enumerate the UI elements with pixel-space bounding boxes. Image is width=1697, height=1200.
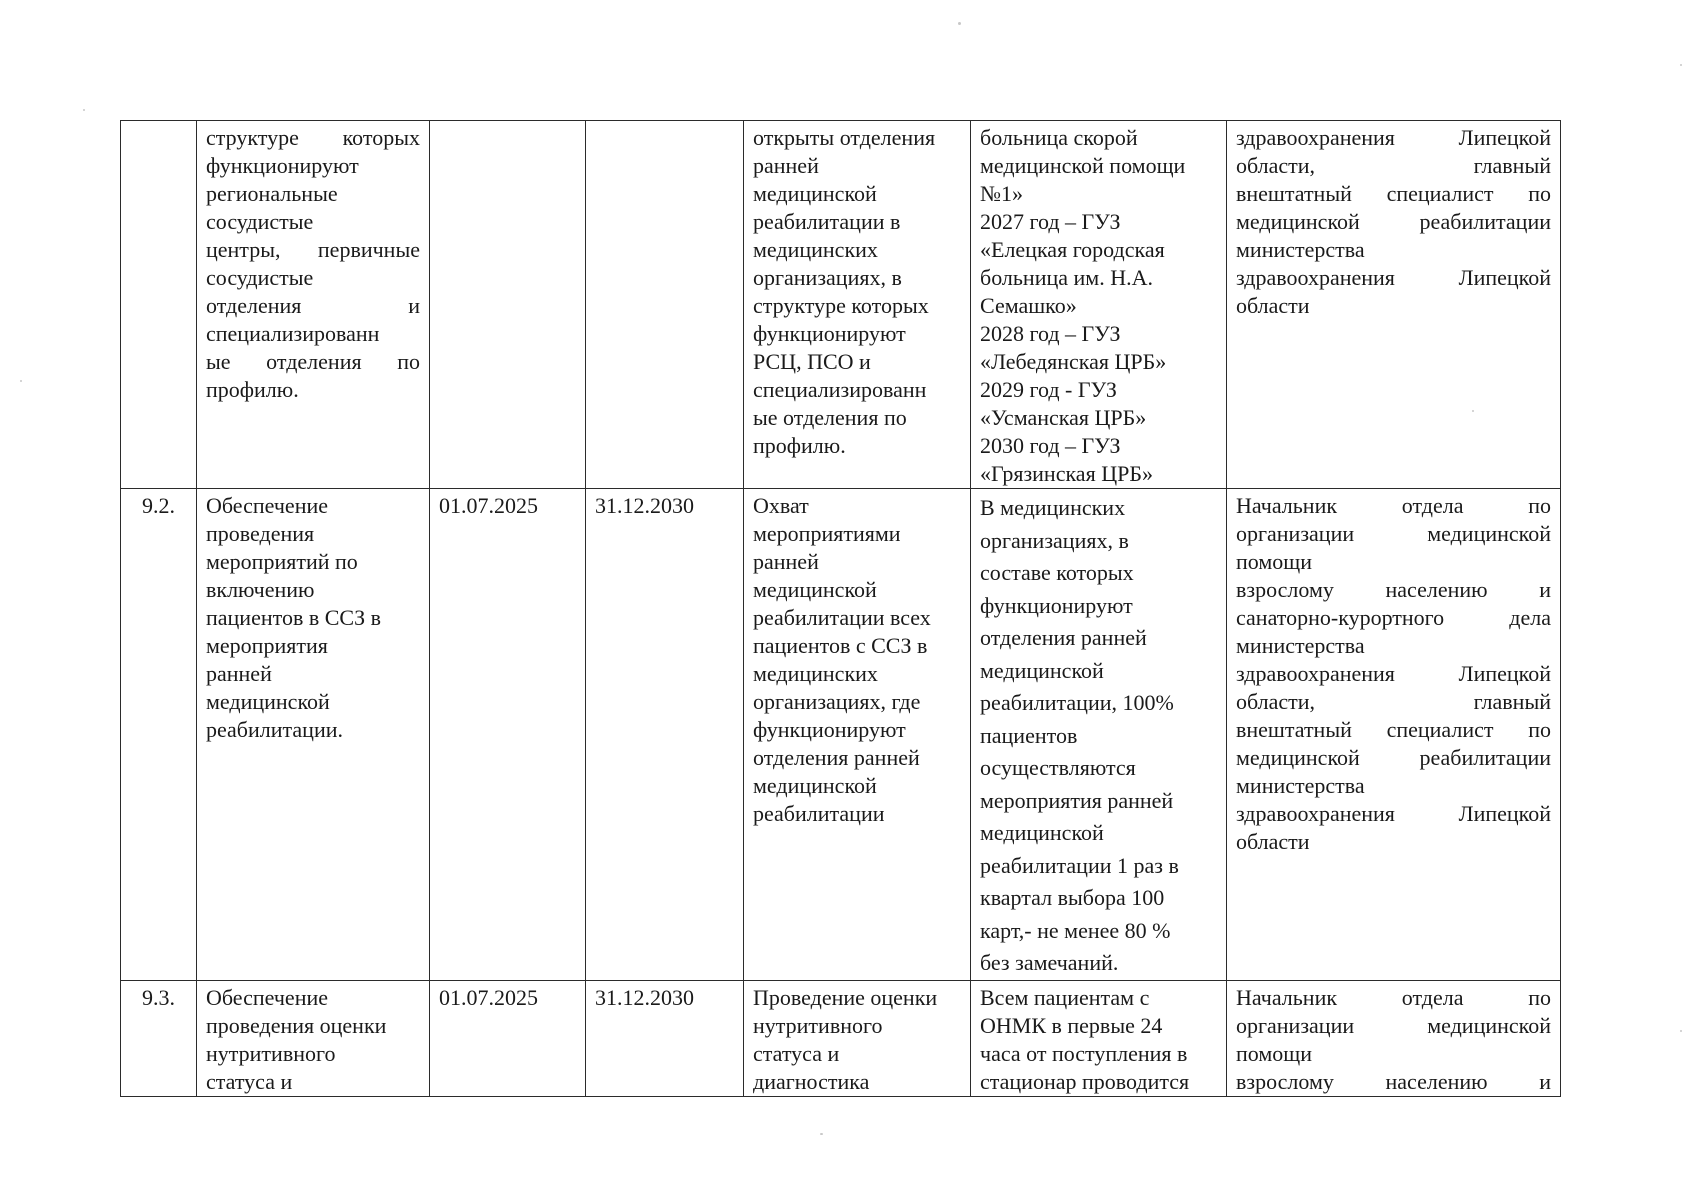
- text-line: Обеспечение: [206, 493, 328, 518]
- text-line: специализированн: [753, 377, 927, 402]
- text-line: реабилитации всех: [753, 605, 931, 630]
- text-line: составе которых: [980, 560, 1134, 585]
- item-number-cell: [121, 121, 197, 489]
- text-line: проведения оценки: [206, 1013, 387, 1038]
- text-line: отделения ранней: [980, 625, 1147, 650]
- text-line: Семашко»: [980, 293, 1077, 318]
- text-line: организациях, в: [980, 527, 1129, 553]
- result-cell: [744, 121, 971, 489]
- text-line: Обеспечение: [206, 985, 328, 1010]
- text-line: центры, первичные: [206, 237, 420, 262]
- text-line: реабилитации: [753, 801, 885, 826]
- text-line: реабилитации 1 раз в: [980, 852, 1179, 878]
- text-line: области, главный: [1236, 153, 1551, 178]
- text-line: отделения ранней: [753, 745, 920, 770]
- measure-cell: [197, 121, 430, 489]
- start-date-cell: 01.07.2025: [430, 981, 586, 1097]
- result-cell: [744, 489, 971, 981]
- text-line: «Грязинская ЦРБ»: [980, 461, 1153, 486]
- text-line: области: [1236, 829, 1310, 854]
- text-line: медицинской: [753, 181, 877, 206]
- text-line: ые отделения по: [206, 349, 420, 374]
- measure-cell: [197, 489, 430, 981]
- text-line: ранней: [206, 661, 272, 686]
- text-line: медицинской: [980, 657, 1104, 683]
- responsible-cell: [1227, 981, 1561, 1097]
- responsible-cell: [1227, 489, 1561, 981]
- text-line: 2030 год – ГУЗ: [980, 433, 1121, 458]
- text-line: организации медицинской: [1236, 1013, 1551, 1038]
- text-line: функционируют: [753, 717, 906, 742]
- text-line: структуре которых: [206, 125, 420, 150]
- scan-speck: [1680, 64, 1682, 66]
- item-number-cell: 9.3.: [121, 981, 197, 1097]
- text-line: региональные: [206, 181, 338, 206]
- text-line: реабилитации в: [753, 209, 901, 234]
- text-line: больница скорой: [980, 125, 1138, 150]
- text-line: медицинской: [980, 820, 1104, 845]
- text-line: мероприятия: [206, 633, 328, 658]
- text-line: медицинской реабилитации: [1236, 209, 1551, 234]
- text-line: нутритивного: [753, 1013, 883, 1038]
- text-line: мероприятий по: [206, 549, 358, 574]
- text-line: Начальник отдела по: [1236, 493, 1551, 518]
- start-date-cell: 01.07.2025: [430, 489, 586, 981]
- scan-speck: [1680, 1030, 1682, 1032]
- text-line: №1»: [980, 181, 1023, 206]
- text-line: медицинской: [206, 689, 330, 714]
- text-line: медицинских: [753, 661, 878, 686]
- text-line: статуса и: [206, 1069, 293, 1094]
- text-line: министерства: [1236, 633, 1365, 658]
- text-line: функционируют: [206, 153, 359, 178]
- text-line: медицинской помощи: [980, 153, 1186, 178]
- text-line: здравоохранения Липецкой: [1236, 125, 1551, 150]
- text-line: открыты отделения: [753, 125, 936, 150]
- text-line: министерства: [1236, 773, 1365, 798]
- text-line: больница им. Н.А.: [980, 265, 1153, 290]
- text-line: Проведение оценки: [753, 985, 938, 1010]
- text-line: взрослому населению и: [1236, 577, 1551, 602]
- text-line: «Елецкая городская: [980, 237, 1165, 262]
- scan-speck: [20, 380, 22, 382]
- scan-speck: [83, 109, 85, 111]
- text-line: здравоохранения Липецкой: [1236, 801, 1551, 826]
- text-line: специализированн: [206, 321, 380, 346]
- text-line: сосудистые: [206, 265, 314, 290]
- text-line: функционируют: [753, 321, 906, 346]
- text-line: ранней: [753, 153, 819, 178]
- scan-speck: [820, 1133, 823, 1135]
- text-line: 2027 год – ГУЗ: [980, 209, 1121, 234]
- text-line: пациентов с ССЗ в: [753, 633, 928, 658]
- text-line: медицинской реабилитации: [1236, 745, 1551, 770]
- end-date-cell: 31.12.2030: [586, 981, 744, 1097]
- text-line: отделения и: [206, 293, 420, 318]
- end-date-cell: [586, 121, 744, 489]
- text-line: Охват: [753, 493, 809, 518]
- table-row: [121, 121, 1561, 489]
- text-line: медицинской: [753, 577, 877, 602]
- text-line: РСЦ, ПСО и: [753, 349, 871, 374]
- text-line: функционируют: [980, 592, 1133, 618]
- text-line: области: [1236, 293, 1310, 318]
- table-row: [121, 489, 1561, 981]
- indicator-cell: [971, 489, 1227, 981]
- text-line: области, главный: [1236, 689, 1551, 714]
- text-line: В медицинских: [980, 495, 1126, 520]
- text-line: внештатный специалист по: [1236, 717, 1551, 742]
- text-line: сосудистые: [206, 209, 314, 234]
- text-line: помощи: [1236, 549, 1312, 574]
- measure-cell: [197, 981, 430, 1097]
- text-line: статуса и: [753, 1041, 840, 1066]
- responsible-cell: [1227, 121, 1561, 489]
- text-line: профилю.: [753, 433, 846, 458]
- text-line: структуре которых: [753, 293, 929, 318]
- text-line: пациентов: [980, 722, 1078, 748]
- text-line: нутритивного: [206, 1041, 336, 1066]
- text-line: мероприятия ранней: [980, 787, 1174, 813]
- text-line: карт,- не менее 80 %: [980, 917, 1171, 943]
- text-line: ранней: [753, 549, 819, 574]
- text-line: организациях, в: [753, 265, 902, 290]
- text-line: санаторно-курортного дела: [1236, 605, 1551, 630]
- plan-table: [120, 120, 1561, 1097]
- text-line: пациентов в ССЗ в: [206, 605, 381, 630]
- text-line: реабилитации, 100%: [980, 690, 1174, 715]
- text-line: проведения: [206, 521, 315, 546]
- start-date-cell: [430, 121, 586, 489]
- text-line: министерства: [1236, 237, 1365, 262]
- indicator-cell: [971, 981, 1227, 1097]
- text-line: включению: [206, 577, 315, 602]
- text-line: «Лебедянская ЦРБ»: [980, 349, 1167, 374]
- text-line: ые отделения по: [753, 405, 907, 430]
- text-line: мероприятиями: [753, 521, 901, 546]
- scan-speck: [958, 22, 961, 25]
- text-line: Начальник отдела по: [1236, 985, 1551, 1010]
- text-line: внештатный специалист по: [1236, 181, 1551, 206]
- text-line: здравоохранения Липецкой: [1236, 661, 1551, 686]
- text-line: ОНМК в первые 24: [980, 1013, 1163, 1038]
- text-line: профилю.: [206, 377, 299, 402]
- text-line: организациях, где: [753, 689, 921, 714]
- text-line: осуществляются: [980, 755, 1136, 780]
- text-line: диагностика: [753, 1069, 870, 1094]
- text-line: стационар проводится: [980, 1069, 1190, 1094]
- text-line: 2028 год – ГУЗ: [980, 321, 1121, 346]
- table-row: [121, 981, 1561, 1097]
- item-number-cell: 9.2.: [121, 489, 197, 981]
- text-line: без замечаний.: [980, 950, 1119, 975]
- indicator-cell: [971, 121, 1227, 489]
- text-line: часа от поступления в: [980, 1041, 1188, 1066]
- text-line: здравоохранения Липецкой: [1236, 265, 1551, 290]
- end-date-cell: 31.12.2030: [586, 489, 744, 981]
- text-line: Всем пациентам с: [980, 985, 1150, 1010]
- text-line: квартал выбора 100: [980, 885, 1165, 910]
- text-line: реабилитации.: [206, 717, 343, 742]
- text-line: взрослому населению и: [1236, 1069, 1551, 1094]
- result-cell: [744, 981, 971, 1097]
- text-line: медицинских: [753, 237, 878, 262]
- text-line: помощи: [1236, 1041, 1312, 1066]
- text-line: «Усманская ЦРБ»: [980, 405, 1147, 430]
- text-line: организации медицинской: [1236, 521, 1551, 546]
- text-line: 2029 год - ГУЗ: [980, 377, 1117, 402]
- text-line: медицинской: [753, 773, 877, 798]
